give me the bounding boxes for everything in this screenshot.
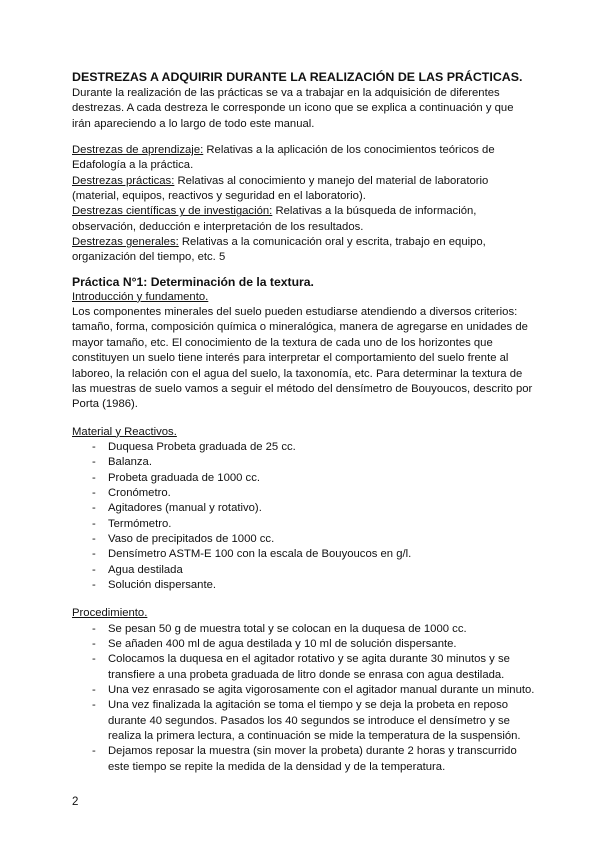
text-line: Se añaden 400 ml de agua destilada y 10 ml de solución dispersante. (108, 638, 457, 650)
text-line: Una vez enrasado se agita vigorosamente con el agitador manual durante un minuto. (108, 684, 535, 697)
material-item (72, 532, 542, 547)
bullet-dash: - (92, 502, 96, 515)
destreza-item (72, 174, 542, 205)
bullet-dash: - (92, 699, 96, 712)
procedimiento-step (72, 744, 542, 775)
material-item (72, 547, 542, 562)
material-list (72, 440, 542, 593)
material-item (72, 517, 542, 532)
bullet-dash: - (92, 563, 96, 576)
text-line: organización del tiempo, etc. 5 (72, 251, 226, 264)
text-line: constituyen un suelo tiene interés para interpretar el comportamiento del suelo frente al (72, 352, 509, 365)
text-line: tamaño, forma, composición química o mineralógica, manera de agregarse en unidades de (72, 321, 528, 334)
section-title: DESTREZAS A ADQUIRIR DURANTE LA REALIZACIÓN DE LAS PRÁCTICAS. (72, 70, 523, 84)
text-line: (material, equipos, reactivos y seguridad en el laboratorio). (72, 190, 366, 203)
text-line: Solución dispersante. (108, 578, 217, 591)
material-item (72, 578, 542, 593)
text-line: Porta (1986). (72, 398, 138, 411)
text-line: Una vez finalizada la agitación se toma el tiempo y se deja la probeta en reposo (108, 699, 509, 712)
procedimiento-step (72, 683, 542, 698)
text-line: Vaso de precipitados de 1000 cc. (108, 532, 275, 545)
procedimiento-step (72, 652, 542, 683)
procedimiento-step (72, 622, 542, 637)
procedimiento-heading: Procedimiento. (72, 607, 148, 620)
text-line: Termómetro. (108, 517, 172, 530)
procedimiento-list (72, 622, 542, 775)
destreza-description: Relativas a la comunicación oral y escrita, trabajo en equipo, (178, 236, 486, 249)
text-line: Duquesa Probeta graduada de 25 cc. (108, 440, 296, 453)
text-line: Balanza. (108, 456, 152, 469)
destreza-description: Relativas a la aplicación de los conocimientos teóricos de (203, 144, 495, 157)
text-line (72, 204, 542, 219)
destreza-description: Relativas al conocimiento y manejo del material de laboratorio (174, 174, 489, 187)
destreza-item (72, 235, 542, 266)
page-number: 2 (72, 796, 79, 808)
text-line: las muestras de suelo vamos a seguir el método del densímetro de Bouyoucos, descrito por (72, 382, 533, 395)
bullet-dash: - (92, 532, 96, 545)
destreza-label: Destrezas prácticas: (72, 174, 175, 187)
bullet-dash: - (92, 517, 96, 530)
material-heading: Material y Reactivos. (72, 425, 177, 438)
material-item (72, 563, 542, 578)
material-item (72, 471, 542, 486)
bullet-dash: - (92, 486, 96, 499)
text-line: Agua destilada (108, 563, 183, 576)
bullet-dash: - (92, 622, 96, 635)
bullet-dash: - (92, 638, 96, 650)
text-line: Colocamos la duquesa en el agitador rotativo y se agita durante 30 minutos y se (108, 653, 510, 666)
text-line: Los componentes minerales del suelo pueden estudiarse atendiendo a diversos criterios: (72, 306, 518, 319)
text-line: transfiere a una probeta graduada de litro donde se enrasa con agua destilada. (108, 668, 505, 681)
text-line: realiza la primera lectura, a continuación se mide la temperatura de la suspensión. (108, 730, 521, 743)
material-item (72, 440, 542, 455)
destrezas-list (72, 143, 542, 266)
destreza-description: Relativas a la búsqueda de información, (272, 205, 477, 218)
text-line (72, 143, 542, 158)
text-line: Densímetro ASTM-E 100 con la escala de Bouyoucos en g/l. (108, 548, 412, 561)
text-line: mayor tamaño, etc. El conocimiento de la textura de cada uno de los horizontes que (72, 336, 493, 349)
bullet-dash: - (92, 653, 96, 666)
destreza-label: Destrezas generales: (72, 236, 179, 249)
text-line: irán apareciendo a lo largo de todo este manual. (72, 117, 315, 130)
intro-heading: Introducción y fundamento. (72, 290, 209, 303)
text-line: observación, deducción e interpretación de los resultados. (72, 220, 364, 233)
destreza-item (72, 143, 542, 174)
text-line: destrezas. A cada destreza le corresponde un icono que se explica a continuación y que (72, 102, 514, 115)
bullet-dash: - (92, 578, 96, 591)
practica-intro-paragraph (72, 305, 542, 412)
text-line (72, 235, 542, 250)
procedimiento-step (72, 698, 542, 744)
intro-paragraph (72, 86, 542, 132)
text-line: Dejamos reposar la muestra (sin mover la probeta) durante 2 horas y transcurrido (108, 745, 517, 758)
bullet-dash: - (92, 548, 96, 561)
bullet-dash: - (92, 745, 96, 758)
destreza-label: Destrezas de aprendizaje: (72, 144, 204, 157)
text-line: Probeta graduada de 1000 cc. (108, 471, 260, 484)
text-line: laboreo, la relación con el agua del suelo, la taxonomía, etc. Para determinar la textura de (72, 367, 523, 380)
text-line: Edafología a la práctica. (72, 159, 194, 172)
bullet-dash: - (92, 684, 96, 697)
text-line: Durante la realización de las prácticas se va a trabajar en la adquisición de diferentes (72, 87, 500, 99)
text-line (72, 174, 542, 189)
destreza-label: Destrezas científicas y de investigación: (72, 205, 273, 218)
material-item (72, 501, 542, 516)
text-line: Cronómetro. (108, 486, 171, 499)
text-line: Se pesan 50 g de muestra total y se colocan en la duquesa de 1000 cc. (108, 622, 467, 635)
text-line: Agitadores (manual y rotativo). (108, 502, 262, 515)
text-line: este tiempo se repite la medida de la densidad y de la temperatura. (108, 760, 446, 773)
bullet-dash: - (92, 456, 96, 469)
document-page (72, 69, 542, 775)
procedimiento-step (72, 637, 542, 652)
text-line: durante 40 segundos. Pasados los 40 segundos se introduce el densímetro y se (108, 714, 510, 727)
material-item (72, 486, 542, 501)
bullet-dash: - (92, 471, 96, 484)
bullet-dash: - (92, 440, 96, 453)
practica-title: Práctica N°1: Determinación de la textura. (72, 274, 314, 289)
destreza-item (72, 204, 542, 235)
material-item (72, 455, 542, 470)
